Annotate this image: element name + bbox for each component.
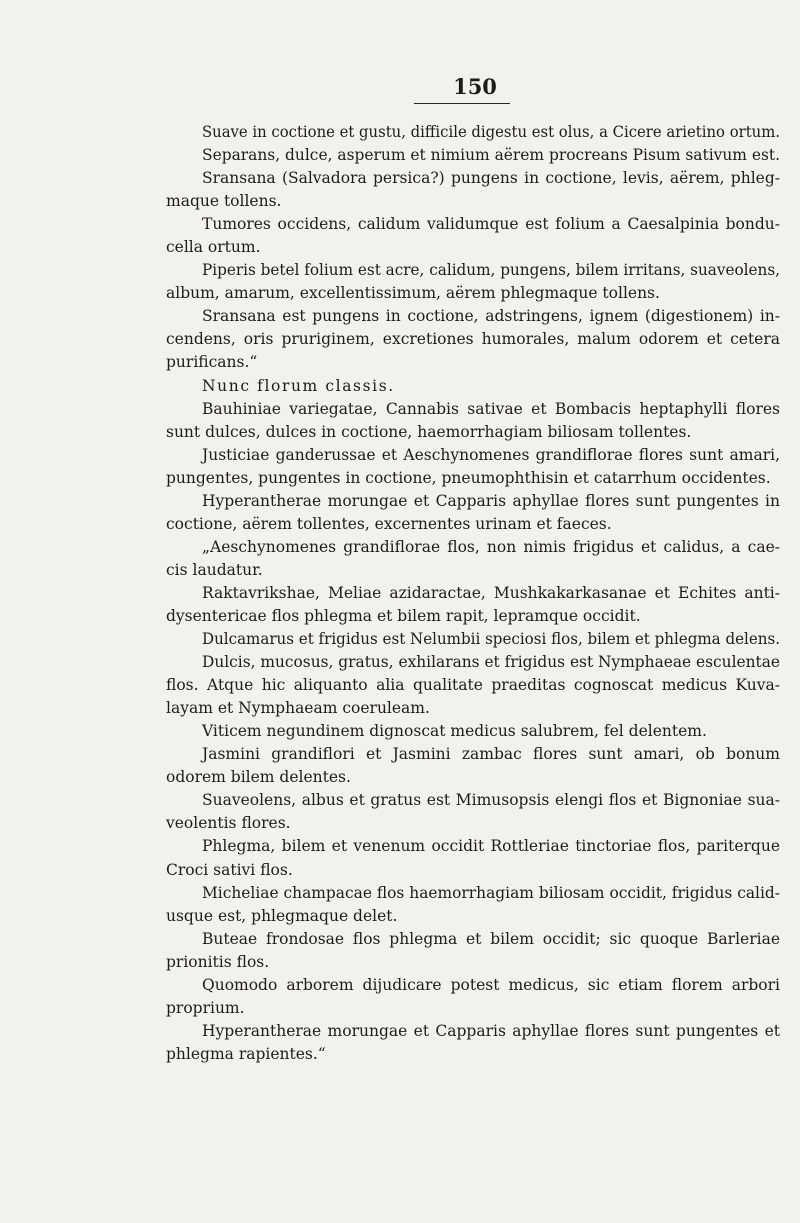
text-line: cis laudatur. (166, 560, 263, 579)
page-number: 150 (453, 74, 497, 99)
text-line: veolentis flores. (166, 814, 291, 833)
text-line: usque est, phlegmaque delet. (166, 906, 398, 925)
text-line: prionitis flos. (166, 952, 270, 971)
text-line: Dulcamarus et frigidus est Nelumbii speciosi flos, bilem et phlegma delens. (202, 630, 780, 649)
text-line: Jasmini grandiflori et Jasmini zambac flores sunt amari, ob bonum (202, 745, 780, 764)
text-line: Quomodo arborem dijudicare potest medicus, sic etiam florem arbori (202, 975, 780, 994)
text-line: purificans.“ (166, 353, 258, 372)
text-line: Phlegma, bilem et venenum occidit Rottleriae tinctoriae flos, pariterque (202, 837, 780, 856)
text-line: Dulcis, mucosus, gratus, exhilarans et frigidus est Nymphaeae esculentae (202, 653, 780, 672)
text-line: Micheliae champacae flos haemorrhagiam biliosam occidit, frigidus calid- (202, 883, 780, 902)
text-line: layam et Nymphaeam coeruleam. (166, 699, 430, 718)
text-line: Viticem negundinem dignoscat medicus salubrem, fel delentem. (202, 722, 707, 741)
text-line: Suave in coctione et gustu, difficile digestu est olus, a Cicere arietino ortum. (202, 123, 780, 141)
text-line: Sransana est pungens in coctione, adstringens, ignem (digestionem) in- (202, 307, 780, 326)
text-line: Bauhiniae variegatae, Cannabis sativae et Bombacis heptaphylli flores (202, 399, 780, 418)
text-line: Raktavrikshae, Meliae azidaractae, Mushkakarkasanae et Echites anti- (202, 583, 780, 602)
text-line: pungentes, pungentes in coctione, pneumophthisin et catarrhum occidentes. (166, 468, 771, 487)
text-line: phlegma rapientes.“ (166, 1044, 326, 1063)
text-line: Hyperantherae morungae et Capparis aphyllae flores sunt pungentes et (202, 1021, 780, 1040)
text-line: dysentericae flos phlegma et bilem rapit, lepramque occidit. (166, 606, 641, 625)
text-line: cella ortum. (166, 238, 261, 257)
text-line: Croci sativi flos. (166, 860, 293, 879)
text-line: proprium. (166, 998, 245, 1017)
text-line: Justiciae ganderussae et Aeschynomenes grandiflorae flores sunt amari, (202, 445, 780, 464)
text-line: flos. Atque hic aliquanto alia qualitate praeditas cognoscat medicus Kuva- (166, 676, 780, 695)
text-line: Sransana (Salvadora persica?) pungens in coctione, levis, aërem, phleg- (202, 169, 780, 188)
text-line: cendens, oris pruriginem, excretiones humorales, malum odorem et cetera (166, 330, 780, 349)
text-line: Buteae frondosae flos phlegma et bilem occidit; sic quoque Barleriae (202, 929, 780, 948)
text-line: album, amarum, excellentissimum, aërem phlegmaque tollens. (166, 284, 660, 303)
text-line: „Aeschynomenes grandiflorae flos, non nimis frigidus et calidus, a cae- (202, 537, 780, 556)
header-rule (414, 103, 510, 104)
text-line: Hyperantherae morungae et Capparis aphyllae flores sunt pungentes in (202, 491, 780, 510)
text-line: odorem bilem delentes. (166, 768, 351, 787)
text-line: sunt dulces, dulces in coctione, haemorrhagiam biliosam tollentes. (166, 422, 692, 441)
text-line: coctione, aërem tollentes, excernentes urinam et faeces. (166, 514, 612, 533)
text-line: Suaveolens, albus et gratus est Mimusopsis elengi flos et Bignoniae sua- (202, 791, 780, 810)
text-line: Tumores occidens, calidum validumque est folium a Caesalpinia bondu- (202, 215, 780, 234)
text-line: Piperis betel folium est acre, calidum, pungens, bilem irritans, suaveolens, (202, 261, 780, 280)
body-text (166, 121, 780, 1066)
text-line: maque tollens. (166, 192, 282, 211)
text-line: Nunc florum classis. (202, 376, 395, 395)
text-line: Separans, dulce, asperum et nimium aërem procreans Pisum sativum est. (202, 146, 780, 165)
